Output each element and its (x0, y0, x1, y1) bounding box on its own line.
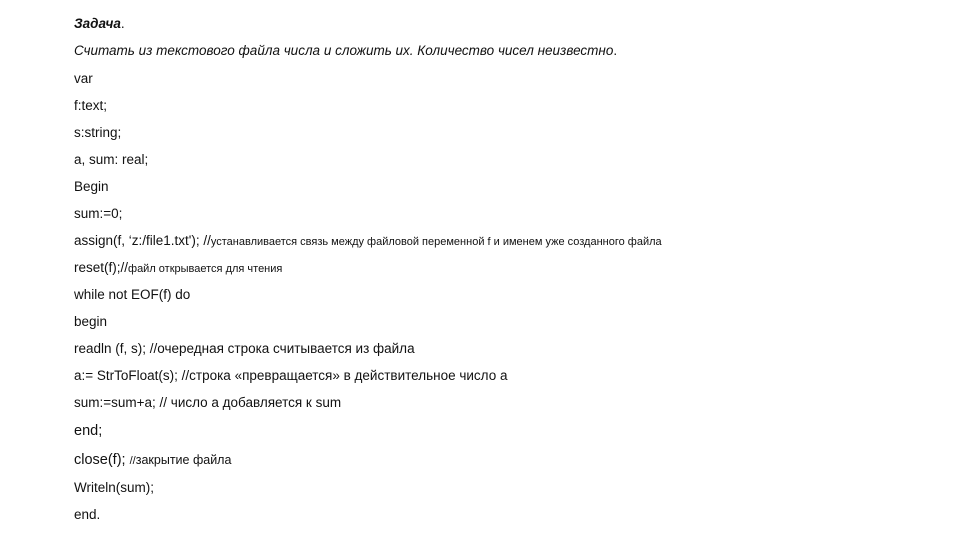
code-line-s-decl: s:string; (74, 125, 122, 140)
task-description (74, 43, 617, 59)
assign-code: assign(f, ‘z:/file1.txt'); // (74, 233, 211, 248)
code-line-var: var (74, 71, 93, 86)
task-heading (74, 16, 125, 32)
task-description-text: Считать из текстового файла числа и сложить их. Количество чисел неизвестно (74, 43, 614, 58)
code-line-f-decl: f:text; (74, 98, 108, 113)
close-comment: закрытие файла (135, 453, 232, 467)
code-line-inner-begin: begin (74, 314, 108, 329)
code-line-sum-add: sum:=sum+a; // число а добавляется к sum (74, 395, 342, 410)
code-line-end: end. (74, 507, 101, 522)
code-line-readln: readln (f, s); //очередная строка считывается из файла (74, 341, 415, 356)
code-line-sum-init: sum:=0; (74, 206, 123, 221)
code-line-real-decl: a, sum: real; (74, 152, 149, 167)
code-line-assign (74, 233, 662, 250)
code-line-inner-end: end; (74, 423, 103, 439)
code-line-writeln: Writeln(sum); (74, 480, 155, 495)
assign-comment: устанавливается связь между файловой переменной f и именем уже созданного файла (210, 236, 662, 248)
close-slashes: // (129, 455, 136, 467)
reset-code: reset(f);// (74, 260, 129, 275)
task-heading-word: Задача (74, 16, 121, 31)
code-line-strtofloat: a:= StrToFloat(s); //строка «превращается» в действительное число а (74, 368, 508, 383)
code-line-begin: Begin (74, 179, 109, 194)
reset-comment: файл открывается для чтения (128, 263, 283, 275)
code-line-close (74, 452, 231, 469)
task-heading-dot: . (120, 16, 125, 31)
task-description-dot: . (613, 43, 618, 58)
code-line-while: while not EOF(f) do (74, 287, 191, 302)
code-line-reset (74, 260, 282, 277)
close-code: close(f); (74, 452, 126, 468)
